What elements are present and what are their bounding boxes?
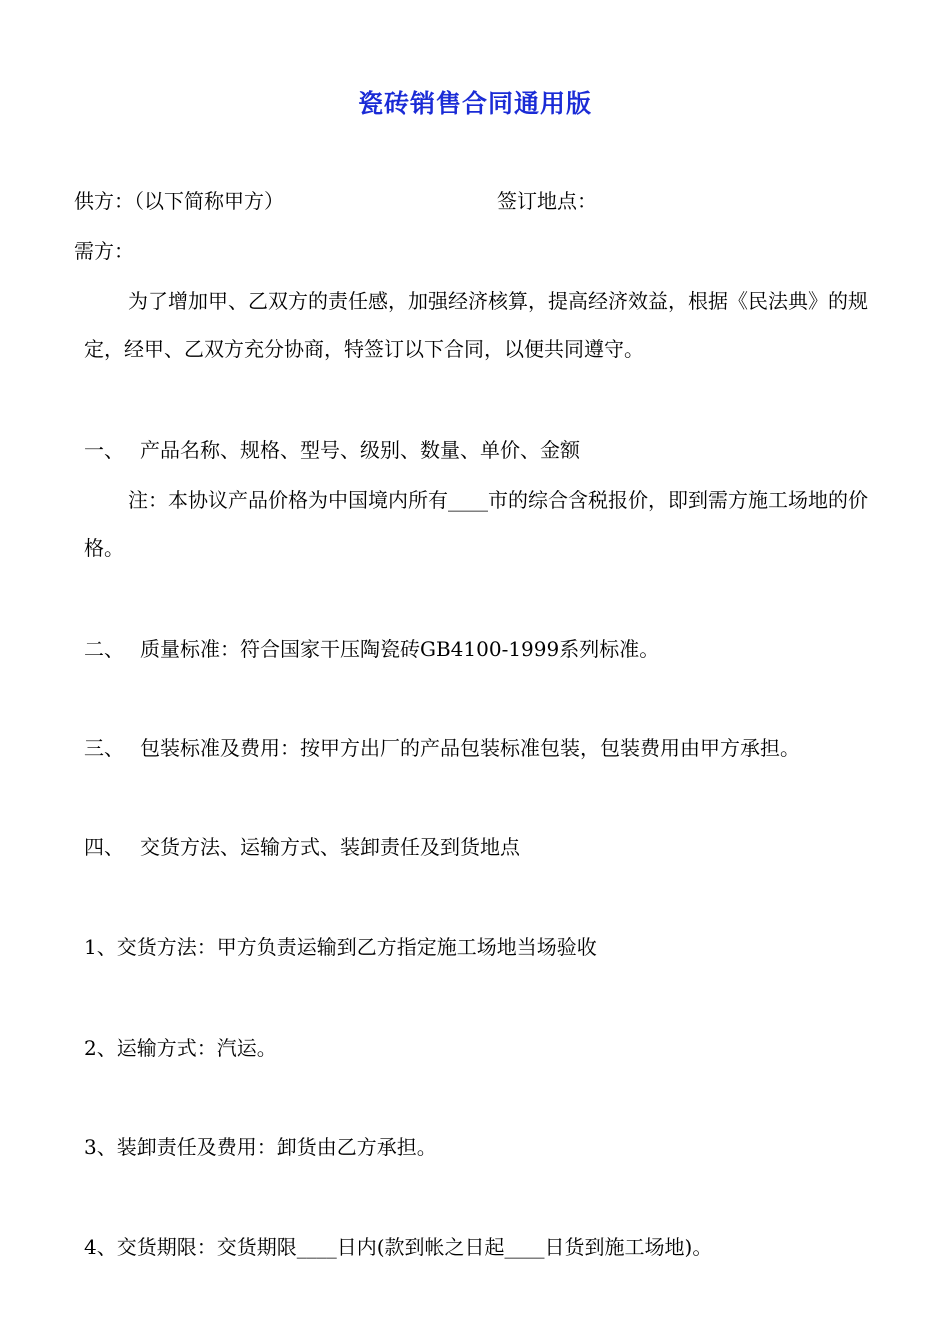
section-heading [84,436,580,464]
section-number: 一、 [84,438,124,462]
section-text: 交货方法、运输方式、装卸责任及到货地点 [140,835,520,859]
section-number: 四、 [84,835,124,859]
list-item: 3、装卸责任及费用：卸货由乙方承担。 [84,1135,437,1159]
list-item: 2、运输方式：汽运。 [84,1036,277,1060]
section-number: 二、 [84,637,124,661]
section-number: 三、 [84,736,124,760]
note-paragraph: 注：本协议产品价格为中国境内所有____市的综合含税报价，即到需方施工场地的价格。 [84,488,868,560]
section-heading [84,635,659,663]
sign-place-label: 签订地点： [497,189,597,213]
document-title: 瓷砖销售合同通用版 [357,89,592,118]
list-item: 1、交货方法：甲方负责运输到乙方指定施工场地当场验收 [84,935,597,959]
buyer-label: 需方： [74,239,134,263]
section-text: 质量标准：符合国家干压陶瓷砖GB4100-1999系列标准。 [140,637,660,661]
section-heading [84,833,520,861]
supplier-label: 供方：（以下简称甲方） [74,189,284,213]
intro-paragraph: 为了增加甲、乙双方的责任感，加强经济核算，提高经济效益，根据《民法典》的规定，经甲、乙双方充分协商，特签订以下合同，以便共同遵守。 [84,289,868,361]
list-item: 4、交货期限：交货期限____日内(款到帐之日起____日货到施工场地)。 [84,1235,713,1259]
section-heading [84,734,800,762]
section-text: 产品名称、规格、型号、级别、数量、单价、金额 [140,438,580,462]
section-text: 包装标准及费用：按甲方出厂的产品包装标准包装，包装费用由甲方承担。 [140,736,800,760]
